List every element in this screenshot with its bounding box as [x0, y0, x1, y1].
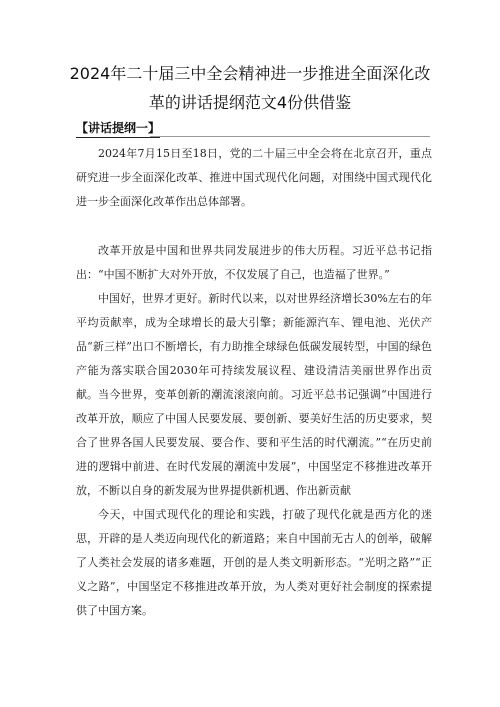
body-paragraph-1: 2024年7月15日至18日，党的二十届三中全会将在北京召开，重点研究进一步全面深化改革、推进中国式现代化问题，对围绕中国式现代化进一步全面深化改革作出总体部署。 — [76, 147, 432, 208]
section-divider — [150, 136, 430, 137]
body-paragraph-3: 中国好，世界才更好。新时代以来，以对世界经济增长30%左右的年平均贡献率，成为全球增长的最大引擎；新能源汽车、锂电池、光伏产品“新三样”出口不断增长，有力助推全球绿色低碳发展转型，中国的绿色产能为落实联合国2030年可持续发展议程、建设清洁美丽世界作出贡献。 — [76, 292, 432, 401]
document-title-line-1: 2024年二十届三中全会精神进一步推进全面深化改 — [69, 64, 431, 83]
body-paragraph-5: 今天，中国式现代化的理论和实践，打破了现代化就是西方化的迷思，开辟的是人类迈向现代化的新道路；来自中国前无古人的创举，破解了人类社会发展的诸多难题，开创的是人类文明新形态。“光明之路”“正义之路”，中国坚定不移推进改革开放，为人类对更好社会制度的探索提供了中国方案。 — [76, 508, 432, 617]
section-heading: 【讲话提纲一】 — [76, 120, 160, 138]
document-title-line-2: 革的讲话提纲范文4份供借鉴 — [148, 93, 352, 112]
body-paragraph-2: 改革开放是中国和世界共同发展进步的伟大历程。习近平总书记指出：“中国不断扩大对外开放，不仅发展了自己，也造福了世界。” — [76, 244, 432, 281]
body-paragraph-4: 当今世界，变革创新的潮流滚滚向前。习近平总书记强调“中国进行改革开放，顺应了中国人民要发展、要创新、要美好生活的历史要求，契合了世界各国人民要发展、要合作、要和平生活的时代潮流。”“在历史前进的逻辑中前进、在时代发展的潮流中发展”，中国坚定不移推进改革开放，不断以自身的新发展为世界提供新机遇、作出新贡献 — [76, 388, 432, 497]
